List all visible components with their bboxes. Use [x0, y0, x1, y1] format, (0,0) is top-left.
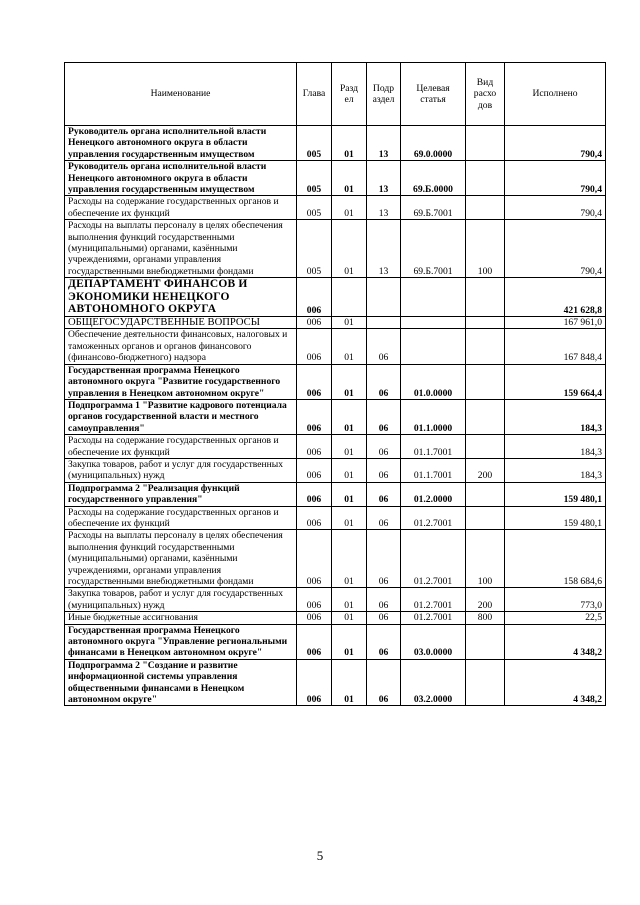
row-expense-type-cell — [466, 196, 505, 220]
table-row — [65, 278, 606, 317]
row-name-cell: Иные бюджетные ассигнования — [65, 612, 297, 624]
row-name-cell: ОБЩЕГОСУДАРСТВЕННЫЕ ВОПРОСЫ — [65, 317, 297, 329]
row-section-cell: 01 — [332, 317, 367, 329]
row-expense-type-cell — [466, 278, 505, 317]
row-target-article-cell — [401, 317, 466, 329]
row-target-article-cell: 69.0.0000 — [401, 126, 466, 161]
table-row — [65, 612, 606, 624]
row-executed-amount-cell: 773,0 — [505, 588, 606, 612]
row-section-cell: 01 — [332, 482, 367, 506]
row-chapter-cell: 006 — [297, 458, 332, 482]
row-subsection-cell: 06 — [367, 588, 401, 612]
row-executed-amount-cell: 159 480,1 — [505, 482, 606, 506]
row-section-cell: 01 — [332, 530, 367, 588]
row-chapter-cell: 005 — [297, 196, 332, 220]
row-expense-type-cell: 100 — [466, 530, 505, 588]
row-name-cell: Государственная программа Ненецкого автономного округа "Управление региональными финансами в Ненецком автономном округе" — [65, 624, 297, 659]
row-expense-type-cell — [466, 482, 505, 506]
row-section-cell: 01 — [332, 506, 367, 530]
header-executed: Исполнено — [505, 63, 606, 126]
row-name-cell: Расходы на выплаты персоналу в целях обеспечения выполнения функций государственными (муниципальными) органами, казёнными учреждениями, органами управления государственными внебюджетными фондами — [65, 220, 297, 278]
row-section-cell: 01 — [332, 612, 367, 624]
row-chapter-cell: 006 — [297, 399, 332, 434]
row-subsection-cell: 06 — [367, 458, 401, 482]
table-row — [65, 399, 606, 434]
row-name-cell: Подпрограмма 1 "Развитие кадрового потенциала органов государственной власти и местного самоуправления" — [65, 399, 297, 434]
row-executed-amount-cell: 790,4 — [505, 196, 606, 220]
row-name-cell: Расходы на содержание государственных органов и обеспечение их функций — [65, 506, 297, 530]
row-subsection-cell: 13 — [367, 196, 401, 220]
row-executed-amount-cell: 184,3 — [505, 458, 606, 482]
table-row — [65, 196, 606, 220]
row-section-cell: 01 — [332, 399, 367, 434]
table-row — [65, 364, 606, 399]
row-target-article-cell: 69.Б.0000 — [401, 161, 466, 196]
row-expense-type-cell: 200 — [466, 458, 505, 482]
row-executed-amount-cell: 421 628,8 — [505, 278, 606, 317]
row-executed-amount-cell: 790,4 — [505, 220, 606, 278]
row-section-cell: 01 — [332, 624, 367, 659]
row-executed-amount-cell: 159 480,1 — [505, 506, 606, 530]
row-target-article-cell: 01.0.0000 — [401, 364, 466, 399]
row-section-cell: 01 — [332, 364, 367, 399]
row-section-cell: 01 — [332, 588, 367, 612]
row-name-cell: Расходы на содержание государственных органов и обеспечение их функций — [65, 435, 297, 459]
row-chapter-cell: 006 — [297, 482, 332, 506]
row-target-article-cell: 01.1.7001 — [401, 458, 466, 482]
row-target-article-cell: 01.2.7001 — [401, 612, 466, 624]
row-name-cell: Руководитель органа исполнительной власти Ненецкого автономного округа в области управления государственным имуществом — [65, 161, 297, 196]
row-name-cell: Подпрограмма 2 "Реализация функций государственного управления" — [65, 482, 297, 506]
row-subsection-cell: 06 — [367, 364, 401, 399]
row-executed-amount-cell: 158 684,6 — [505, 530, 606, 588]
row-section-cell: 01 — [332, 329, 367, 364]
header-expense-type: Вид расхо дов — [466, 63, 505, 126]
row-target-article-cell: 69.Б.7001 — [401, 196, 466, 220]
table-header-row — [65, 63, 606, 126]
row-subsection-cell: 06 — [367, 506, 401, 530]
header-section: Разд ел — [332, 63, 367, 126]
row-subsection-cell: 06 — [367, 399, 401, 434]
row-executed-amount-cell: 184,3 — [505, 399, 606, 434]
row-executed-amount-cell: 790,4 — [505, 161, 606, 196]
row-name-cell: Закупка товаров, работ и услуг для государственных (муниципальных) нужд — [65, 458, 297, 482]
row-subsection-cell: 06 — [367, 482, 401, 506]
header-subsection: Подр аздел — [367, 63, 401, 126]
row-subsection-cell: 13 — [367, 161, 401, 196]
row-chapter-cell: 005 — [297, 220, 332, 278]
row-section-cell: 01 — [332, 435, 367, 459]
table-row — [65, 506, 606, 530]
row-executed-amount-cell: 4 348,2 — [505, 659, 606, 706]
row-section-cell: 01 — [332, 196, 367, 220]
row-chapter-cell: 005 — [297, 126, 332, 161]
row-target-article-cell: 01.2.0000 — [401, 482, 466, 506]
row-subsection-cell: 06 — [367, 530, 401, 588]
row-chapter-cell: 006 — [297, 364, 332, 399]
table-body — [65, 126, 606, 706]
row-target-article-cell: 01.2.7001 — [401, 530, 466, 588]
row-target-article-cell: 03.2.0000 — [401, 659, 466, 706]
row-name-cell: Расходы на выплаты персоналу в целях обеспечения выполнения функций государственными (муниципальными) органами, казёнными учреждениями, органами управления государственными внебюджетными фондами — [65, 530, 297, 588]
row-name-cell: Государственная программа Ненецкого автономного округа "Развитие государственного управления в Ненецком автономном округе" — [65, 364, 297, 399]
row-chapter-cell: 006 — [297, 588, 332, 612]
table-row — [65, 126, 606, 161]
row-executed-amount-cell: 167 848,4 — [505, 329, 606, 364]
budget-execution-table — [64, 62, 606, 706]
row-subsection-cell: 13 — [367, 220, 401, 278]
row-chapter-cell: 006 — [297, 329, 332, 364]
row-expense-type-cell — [466, 624, 505, 659]
row-expense-type-cell: 100 — [466, 220, 505, 278]
table-row — [65, 317, 606, 329]
row-chapter-cell: 006 — [297, 317, 332, 329]
row-subsection-cell: 06 — [367, 612, 401, 624]
row-section-cell: 01 — [332, 659, 367, 706]
row-chapter-cell: 006 — [297, 506, 332, 530]
row-expense-type-cell: 200 — [466, 588, 505, 612]
row-chapter-cell: 005 — [297, 161, 332, 196]
row-target-article-cell — [401, 278, 466, 317]
row-name-cell: Подпрограмма 2 "Создание и развитие информационной системы управления общественными финансами в Ненецком автономном округе" — [65, 659, 297, 706]
row-chapter-cell: 006 — [297, 278, 332, 317]
row-name-cell: ДЕПАРТАМЕНТ ФИНАНСОВ И ЭКОНОМИКИ НЕНЕЦКОГО АВТОНОМНОГО ОКРУГА — [65, 278, 297, 317]
row-expense-type-cell — [466, 126, 505, 161]
row-target-article-cell: 01.1.7001 — [401, 435, 466, 459]
row-target-article-cell: 03.0.0000 — [401, 624, 466, 659]
row-chapter-cell: 006 — [297, 612, 332, 624]
header-target-article: Целевая статья — [401, 63, 466, 126]
row-executed-amount-cell: 167 961,0 — [505, 317, 606, 329]
row-subsection-cell — [367, 278, 401, 317]
row-expense-type-cell — [466, 659, 505, 706]
page-number: 5 — [316, 848, 324, 863]
table-row — [65, 659, 606, 706]
row-subsection-cell — [367, 317, 401, 329]
table-row — [65, 482, 606, 506]
row-executed-amount-cell: 790,4 — [505, 126, 606, 161]
row-chapter-cell: 006 — [297, 624, 332, 659]
row-executed-amount-cell: 22,5 — [505, 612, 606, 624]
row-section-cell — [332, 278, 367, 317]
header-chapter: Глава — [297, 63, 332, 126]
table-row — [65, 161, 606, 196]
row-expense-type-cell — [466, 329, 505, 364]
row-expense-type-cell — [466, 161, 505, 196]
row-target-article-cell — [401, 329, 466, 364]
row-executed-amount-cell: 184,3 — [505, 435, 606, 459]
row-subsection-cell: 06 — [367, 624, 401, 659]
row-chapter-cell: 006 — [297, 435, 332, 459]
row-expense-type-cell — [466, 435, 505, 459]
row-name-cell: Закупка товаров, работ и услуг для государственных (муниципальных) нужд — [65, 588, 297, 612]
row-expense-type-cell: 800 — [466, 612, 505, 624]
table-row — [65, 220, 606, 278]
row-subsection-cell: 06 — [367, 659, 401, 706]
row-name-cell: Руководитель органа исполнительной власти Ненецкого автономного округа в области управления государственным имуществом — [65, 126, 297, 161]
row-target-article-cell: 01.2.7001 — [401, 588, 466, 612]
table-row — [65, 530, 606, 588]
row-subsection-cell: 06 — [367, 329, 401, 364]
row-expense-type-cell — [466, 317, 505, 329]
row-chapter-cell: 006 — [297, 659, 332, 706]
row-name-cell: Обеспечение деятельности финансовых, налоговых и таможенных органов и органов финансового (финансово-бюджетного) надзора — [65, 329, 297, 364]
row-subsection-cell: 06 — [367, 435, 401, 459]
table-row — [65, 329, 606, 364]
row-target-article-cell: 01.2.7001 — [401, 506, 466, 530]
row-section-cell: 01 — [332, 126, 367, 161]
table-row — [65, 435, 606, 459]
row-expense-type-cell — [466, 364, 505, 399]
row-section-cell: 01 — [332, 220, 367, 278]
row-target-article-cell: 69.Б.7001 — [401, 220, 466, 278]
row-expense-type-cell — [466, 506, 505, 530]
table-row — [65, 624, 606, 659]
row-target-article-cell: 01.1.0000 — [401, 399, 466, 434]
table-row — [65, 458, 606, 482]
row-subsection-cell: 13 — [367, 126, 401, 161]
row-chapter-cell: 006 — [297, 530, 332, 588]
header-name: Наименование — [65, 63, 297, 126]
row-section-cell: 01 — [332, 161, 367, 196]
row-executed-amount-cell: 159 664,4 — [505, 364, 606, 399]
table-row — [65, 588, 606, 612]
row-name-cell: Расходы на содержание государственных органов и обеспечение их функций — [65, 196, 297, 220]
row-expense-type-cell — [466, 399, 505, 434]
row-executed-amount-cell: 4 348,2 — [505, 624, 606, 659]
row-section-cell: 01 — [332, 458, 367, 482]
